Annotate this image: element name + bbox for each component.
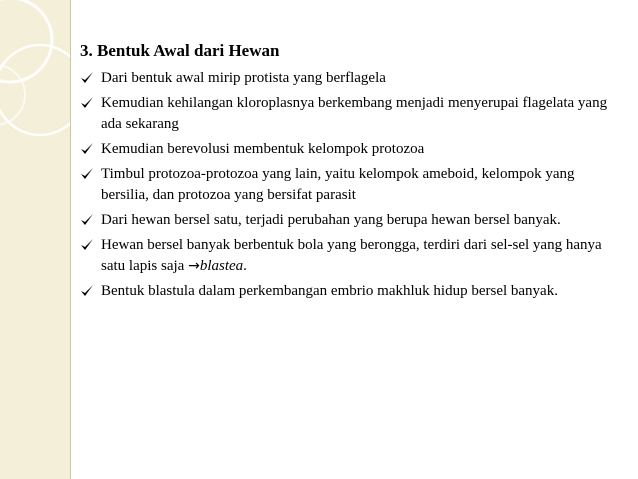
list-item [80,139,620,160]
decorative-rings [0,0,70,479]
bullet-text: Dari hewan bersel satu, terjadi perubahan yang berupa hewan bersel banyak. [101,212,561,228]
slide-content [80,40,620,306]
bullet-text: Kemudian berevolusi membentuk kelompok protozoa [101,141,425,157]
list-item [80,93,620,135]
list-item [80,281,620,302]
checkmark-bullet-icon [80,141,94,157]
bullet-text: Dari bentuk awal mirip protista yang berflagela [101,70,386,86]
list-item [80,235,620,277]
list-item [80,68,620,89]
decorative-sidebar [0,0,71,479]
checkmark-bullet-icon [80,212,94,228]
bullet-text: Kemudian kehilangan kloroplasnya berkembang menjadi menyerupai flagelata yang ada sekarang [101,95,608,132]
checkmark-bullet-icon [80,166,94,182]
list-item [80,210,620,231]
checkmark-bullet-icon [80,70,94,86]
bullet-text: Hewan bersel banyak berbentuk bola yang berongga, terdiri dari sel-sel yang hanya satu lapis saja [101,237,602,274]
blastea-term: blastea [199,258,244,274]
checkmark-bullet-icon [80,283,94,299]
slide-title: 3. Bentuk Awal dari Hewan [80,41,280,60]
bullet-list [80,68,620,302]
bullet-end: . [243,258,247,274]
arrow-right-icon: → [188,258,200,274]
checkmark-bullet-icon [80,237,94,253]
bullet-text: Timbul protozoa-protozoa yang lain, yaitu kelompok ameboid, kelompok yang bersilia, dan protozoa yang bersifat parasit [101,166,575,203]
list-item [80,164,620,206]
bullet-text: Bentuk blastula dalam perkembangan embrio makhluk hidup bersel banyak. [101,283,558,299]
checkmark-bullet-icon [80,95,94,111]
